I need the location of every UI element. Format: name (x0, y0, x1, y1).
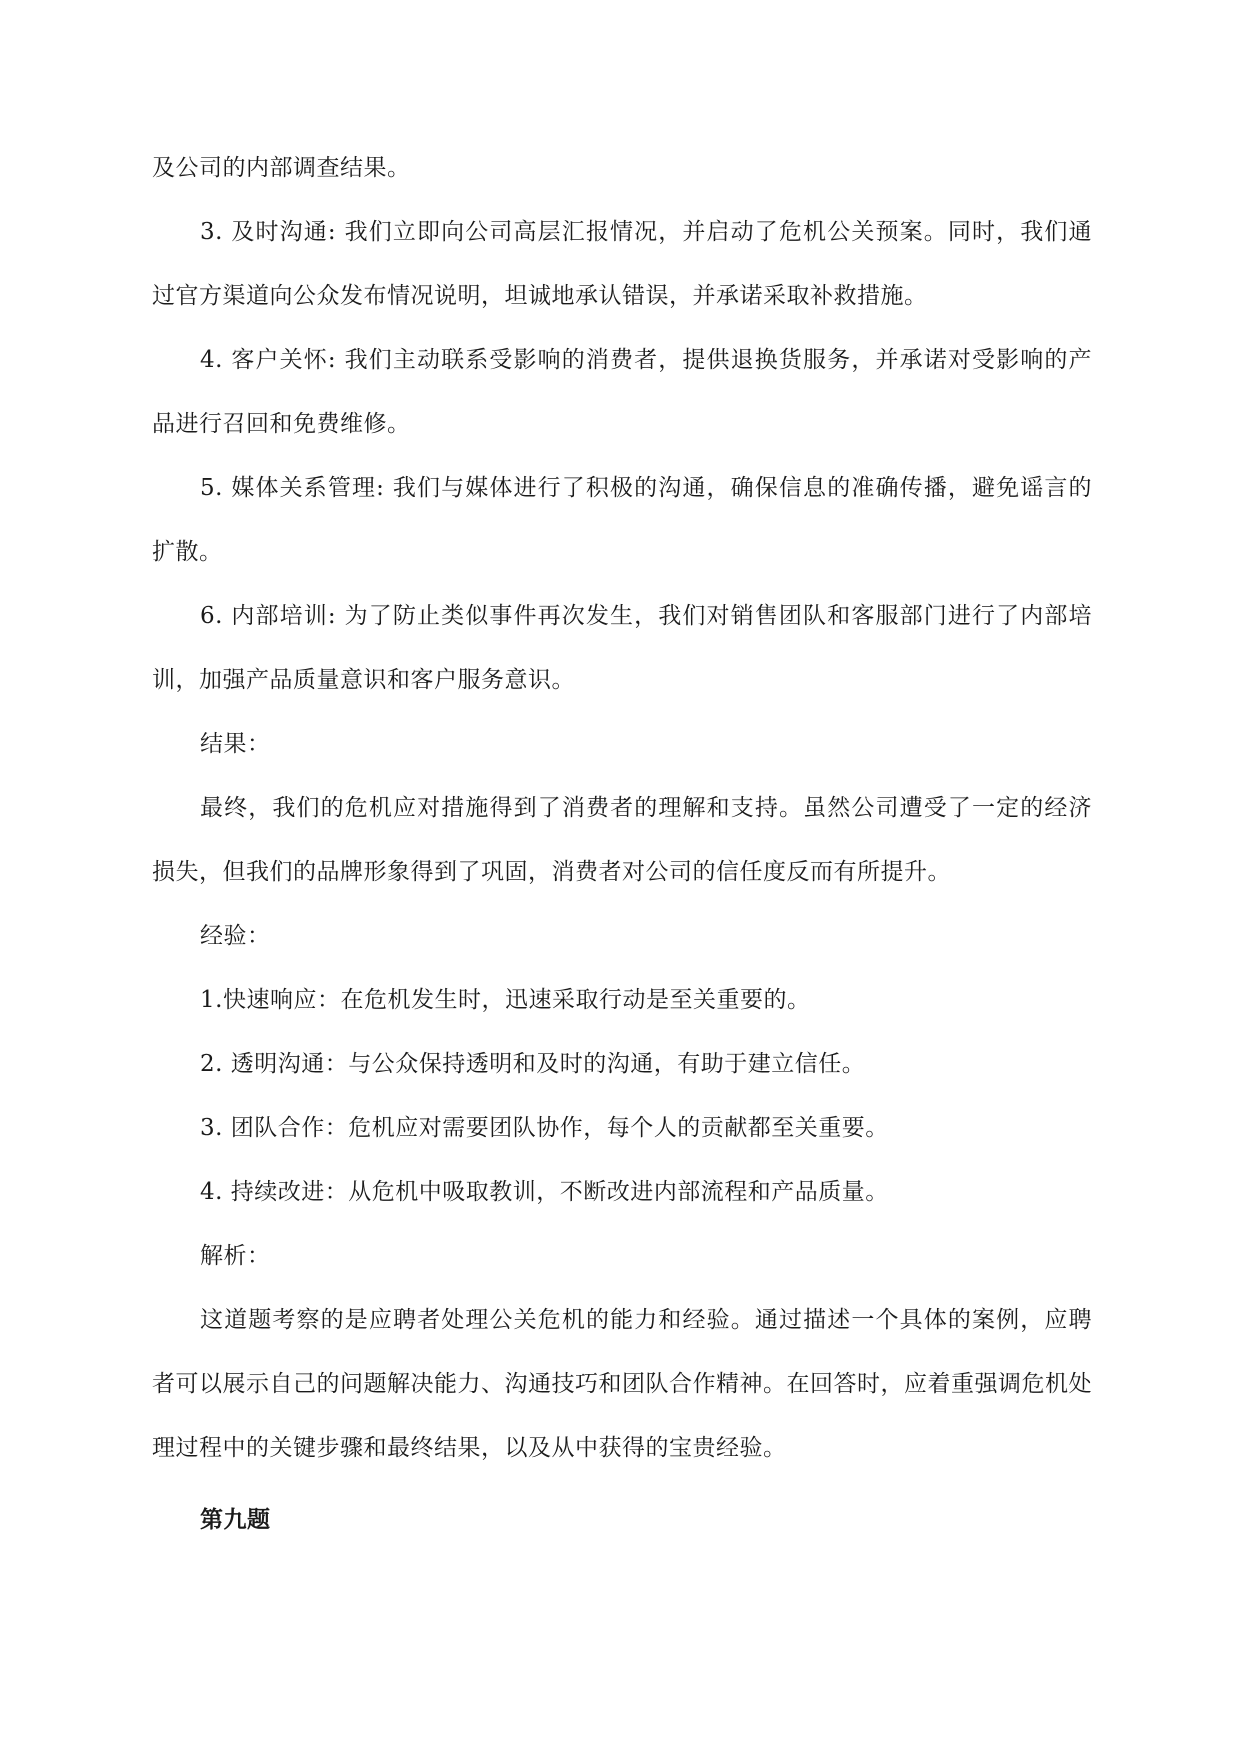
result-label: 结果： (200, 731, 271, 757)
question-9-heading: 第九题 (200, 1506, 271, 1533)
experience-item-4: 4. 持续改进：从危机中吸取教训，不断改进内部流程和产品质量。 (200, 1179, 889, 1205)
paragraph-analysis: 这道题考察的是应聘者处理公关危机的能力和经验。通过描述一个具体的案例，应聘者可以展示自己的问题解决能力、沟通技巧和团队合作精神。在回答时，应着重强调危机处理过程中的关键步骤和最终结果，以及从中获得的宝贵经验。 (152, 1307, 1092, 1461)
document-body (152, 136, 1092, 1552)
paragraph-continuation: 及公司的内部调查结果。 (152, 155, 411, 181)
experience-item-3: 3. 团队合作：危机应对需要团队协作，每个人的贡献都至关重要。 (200, 1115, 889, 1141)
paragraph-step-4-customer-care: 4. 客户关怀: 我们主动联系受影响的消费者，提供退换货服务，并承诺对受影响的产品进行召回和免费维修。 (152, 347, 1092, 437)
analysis-label: 解析： (200, 1243, 271, 1269)
paragraph-step-6-internal-training: 6. 内部培训: 为了防止类似事件再次发生，我们对销售团队和客服部门进行了内部培训，加强产品质量意识和客户服务意识。 (152, 603, 1092, 693)
paragraph-step-3-communication: 3. 及时沟通: 我们立即向公司高层汇报情况，并启动了危机公关预案。同时，我们通过官方渠道向公众发布情况说明，坦诚地承认错误，并承诺采取补救措施。 (152, 219, 1092, 309)
paragraph-step-5-media-relations: 5. 媒体关系管理: 我们与媒体进行了积极的沟通，确保信息的准确传播，避免谣言的扩散。 (152, 475, 1092, 565)
experience-item-1: 1.快速响应：在危机发生时，迅速采取行动是至关重要的。 (200, 987, 811, 1013)
experience-item-2: 2. 透明沟通：与公众保持透明和及时的沟通，有助于建立信任。 (200, 1051, 866, 1077)
paragraph-result: 最终，我们的危机应对措施得到了消费者的理解和支持。虽然公司遭受了一定的经济损失，但我们的品牌形象得到了巩固，消费者对公司的信任度反而有所提升。 (152, 795, 1092, 885)
experience-label: 经验： (200, 923, 271, 949)
